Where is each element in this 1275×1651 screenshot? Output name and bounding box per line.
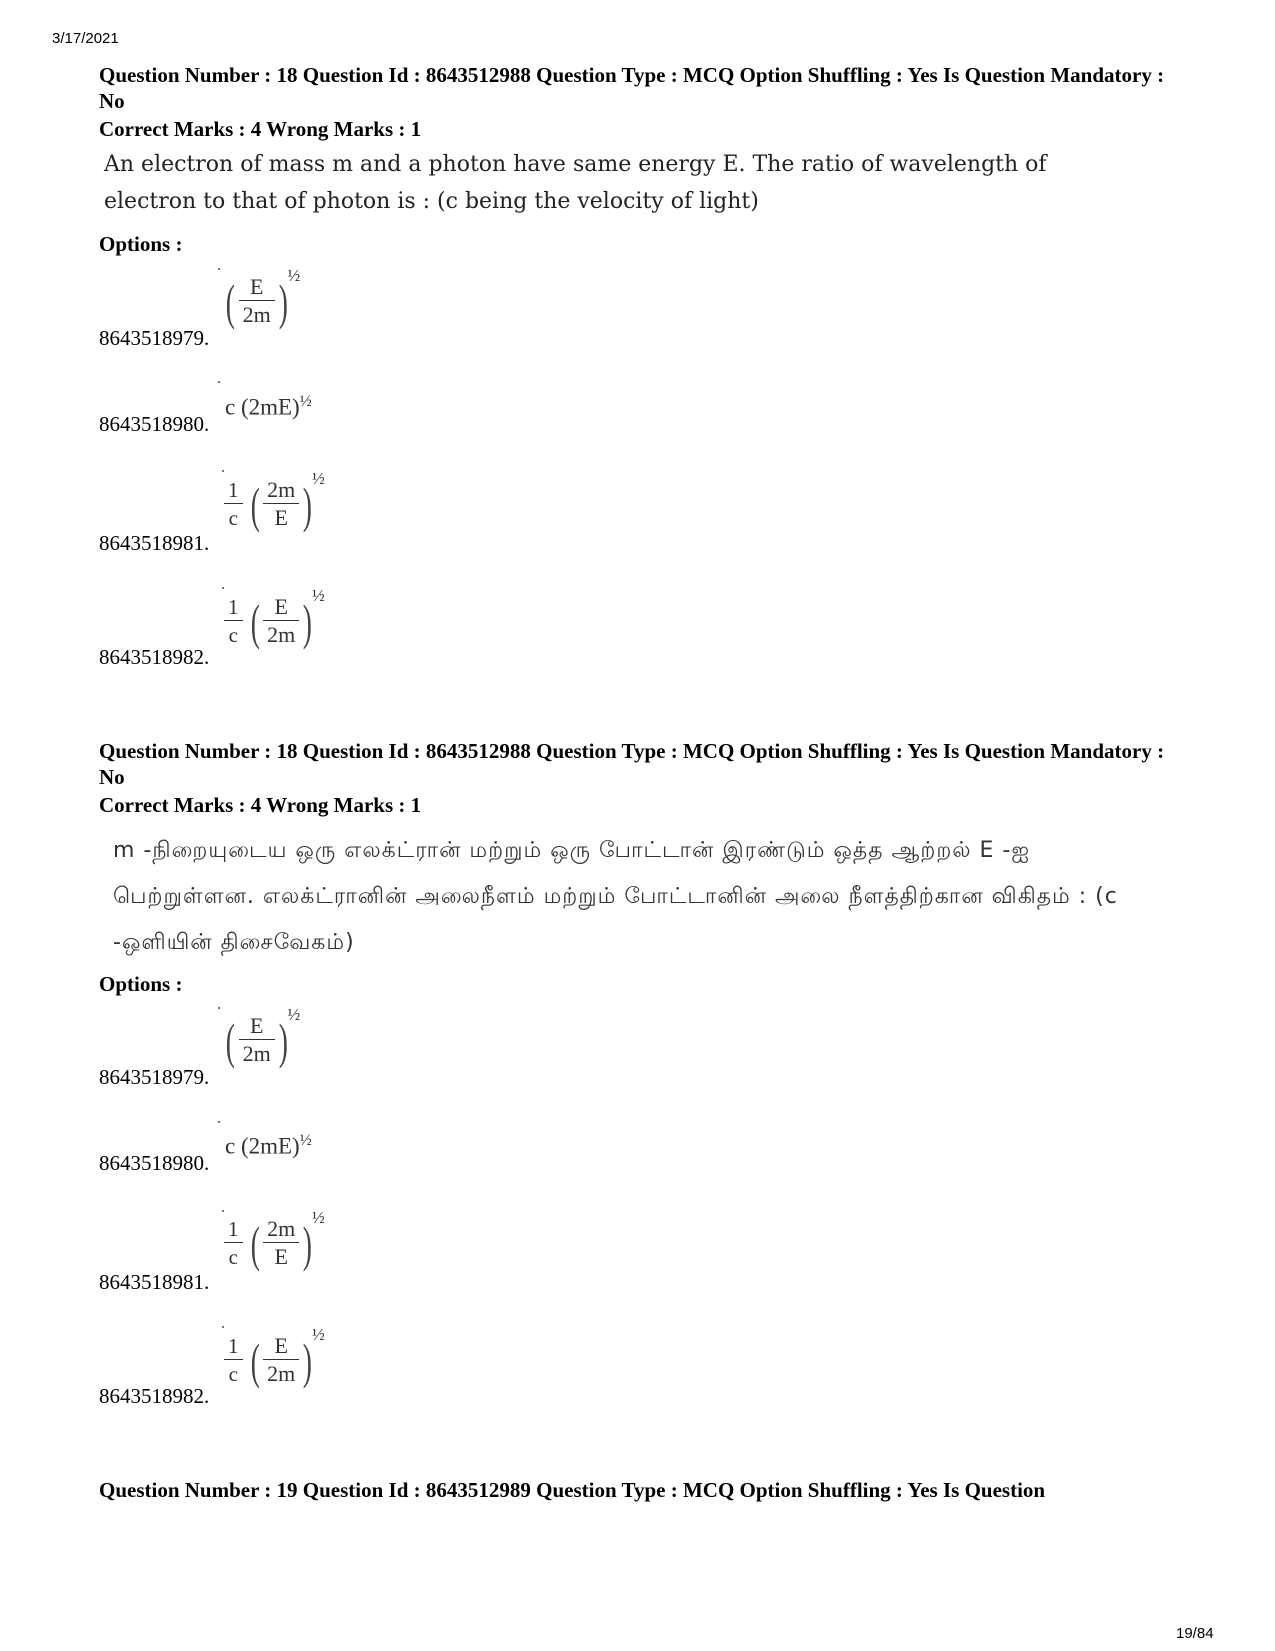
paren-close: ) [303, 593, 313, 650]
coefficient-numerator: 1 [224, 1216, 243, 1243]
option-formula [224, 1208, 325, 1272]
coefficient-numerator: 1 [224, 477, 243, 504]
question-meta: Question Number : 18 Question Id : 8643512988 Question Type : MCQ Option Shuffling : Yes Is Question Mandatory : No [99, 63, 1165, 113]
option-marker-dot [222, 587, 224, 589]
paren-close: ) [303, 476, 313, 533]
exponent: ½ [287, 266, 301, 285]
option-formula [225, 393, 312, 421]
option-id: 8643518979. [99, 1065, 210, 1089]
option-marker-dot [218, 381, 220, 383]
fraction-numerator: E [239, 1013, 275, 1040]
option-marker-dot [218, 1007, 220, 1009]
coefficient-denominator: c [228, 1362, 238, 1386]
formula-base: c (2mE) [225, 1133, 300, 1159]
fraction-denominator: 2m [267, 1361, 296, 1386]
option-marker-dot [222, 1326, 224, 1328]
fraction-denominator: 2m [242, 1041, 271, 1066]
fraction-numerator: E [239, 274, 275, 301]
fraction-numerator: E [263, 594, 299, 621]
option-id: 8643518981. [99, 531, 210, 555]
exponent: ½ [299, 393, 312, 410]
option-marker-dot [218, 1121, 220, 1123]
option-id: 8643518980. [99, 412, 210, 436]
page-number: 19/84 [1176, 1625, 1214, 1642]
coefficient-denominator: c [228, 1245, 238, 1269]
option-marker-dot [222, 470, 224, 472]
paren-close: ) [303, 1215, 313, 1272]
coefficient-numerator: 1 [224, 1333, 243, 1360]
paren-close: ) [278, 273, 288, 330]
paren-open: ( [250, 476, 260, 533]
option-id: 8643518982. [99, 645, 210, 669]
option-formula [224, 586, 325, 650]
paren-open: ( [225, 273, 235, 330]
exponent: ½ [311, 1208, 325, 1227]
fraction-numerator: 2m [263, 477, 299, 504]
fraction-numerator: E [263, 1333, 299, 1360]
fraction-denominator: 2m [242, 302, 271, 327]
paren-open: ( [250, 1215, 260, 1272]
question-meta: Question Number : 18 Question Id : 8643512988 Question Type : MCQ Option Shuffling : Yes Is Question Mandatory : No [99, 739, 1165, 789]
fraction-numerator: 2m [263, 1216, 299, 1243]
exponent: ½ [311, 586, 325, 605]
paren-open: ( [225, 1012, 235, 1069]
options-label: Options : [99, 972, 183, 996]
option-formula [222, 1005, 301, 1069]
coefficient-denominator: c [228, 506, 238, 530]
option-marker-dot [218, 268, 220, 270]
question-text: An electron of mass m and a photon have same energy E. The ratio of wavelength of electron to that of photon is : (c being the velocity of light) [104, 152, 1047, 214]
option-formula [222, 266, 301, 330]
question-marks: Correct Marks : 4 Wrong Marks : 1 [99, 793, 422, 817]
question-marks: Correct Marks : 4 Wrong Marks : 1 [99, 117, 422, 141]
exponent: ½ [287, 1005, 301, 1024]
option-formula [224, 1325, 325, 1389]
fraction-denominator: E [274, 1244, 288, 1269]
exponent: ½ [311, 1325, 325, 1344]
option-id: 8643518979. [99, 326, 210, 350]
print-date: 3/17/2021 [52, 30, 119, 47]
option-id: 8643518980. [99, 1151, 210, 1175]
option-marker-dot [222, 1210, 224, 1212]
option-id: 8643518981. [99, 1270, 210, 1294]
paren-open: ( [250, 1332, 260, 1389]
exponent: ½ [311, 469, 325, 488]
fraction-denominator: 2m [267, 622, 296, 647]
coefficient-numerator: 1 [224, 594, 243, 621]
question-text-tamil: m -நிறையுடைய ஒரு எலக்ட்ரான் மற்றும் ஒரு போட்டான் இரண்டும் ஒத்த ஆற்றல் E -ஐ பெற்றுள்ளன. எலக்ட்ரானின் அலைநீளம் மற்றும் போட்டானின் அலை நீளத்திற்கான விகிதம் : (c -ஒளியின் திசைவேகம்) [113, 838, 1118, 955]
formula-base: c (2mE) [225, 394, 300, 420]
exponent: ½ [299, 1132, 312, 1149]
option-formula [225, 1132, 312, 1160]
paren-close: ) [303, 1332, 313, 1389]
next-question-meta: Question Number : 19 Question Id : 8643512989 Question Type : MCQ Option Shuffling : Yes Is Question [99, 1478, 1046, 1502]
paren-close: ) [278, 1012, 288, 1069]
fraction-denominator: E [274, 505, 288, 530]
option-formula [224, 469, 325, 533]
coefficient-denominator: c [228, 623, 238, 647]
options-label: Options : [99, 232, 183, 256]
paren-open: ( [250, 593, 260, 650]
option-id: 8643518982. [99, 1384, 210, 1408]
